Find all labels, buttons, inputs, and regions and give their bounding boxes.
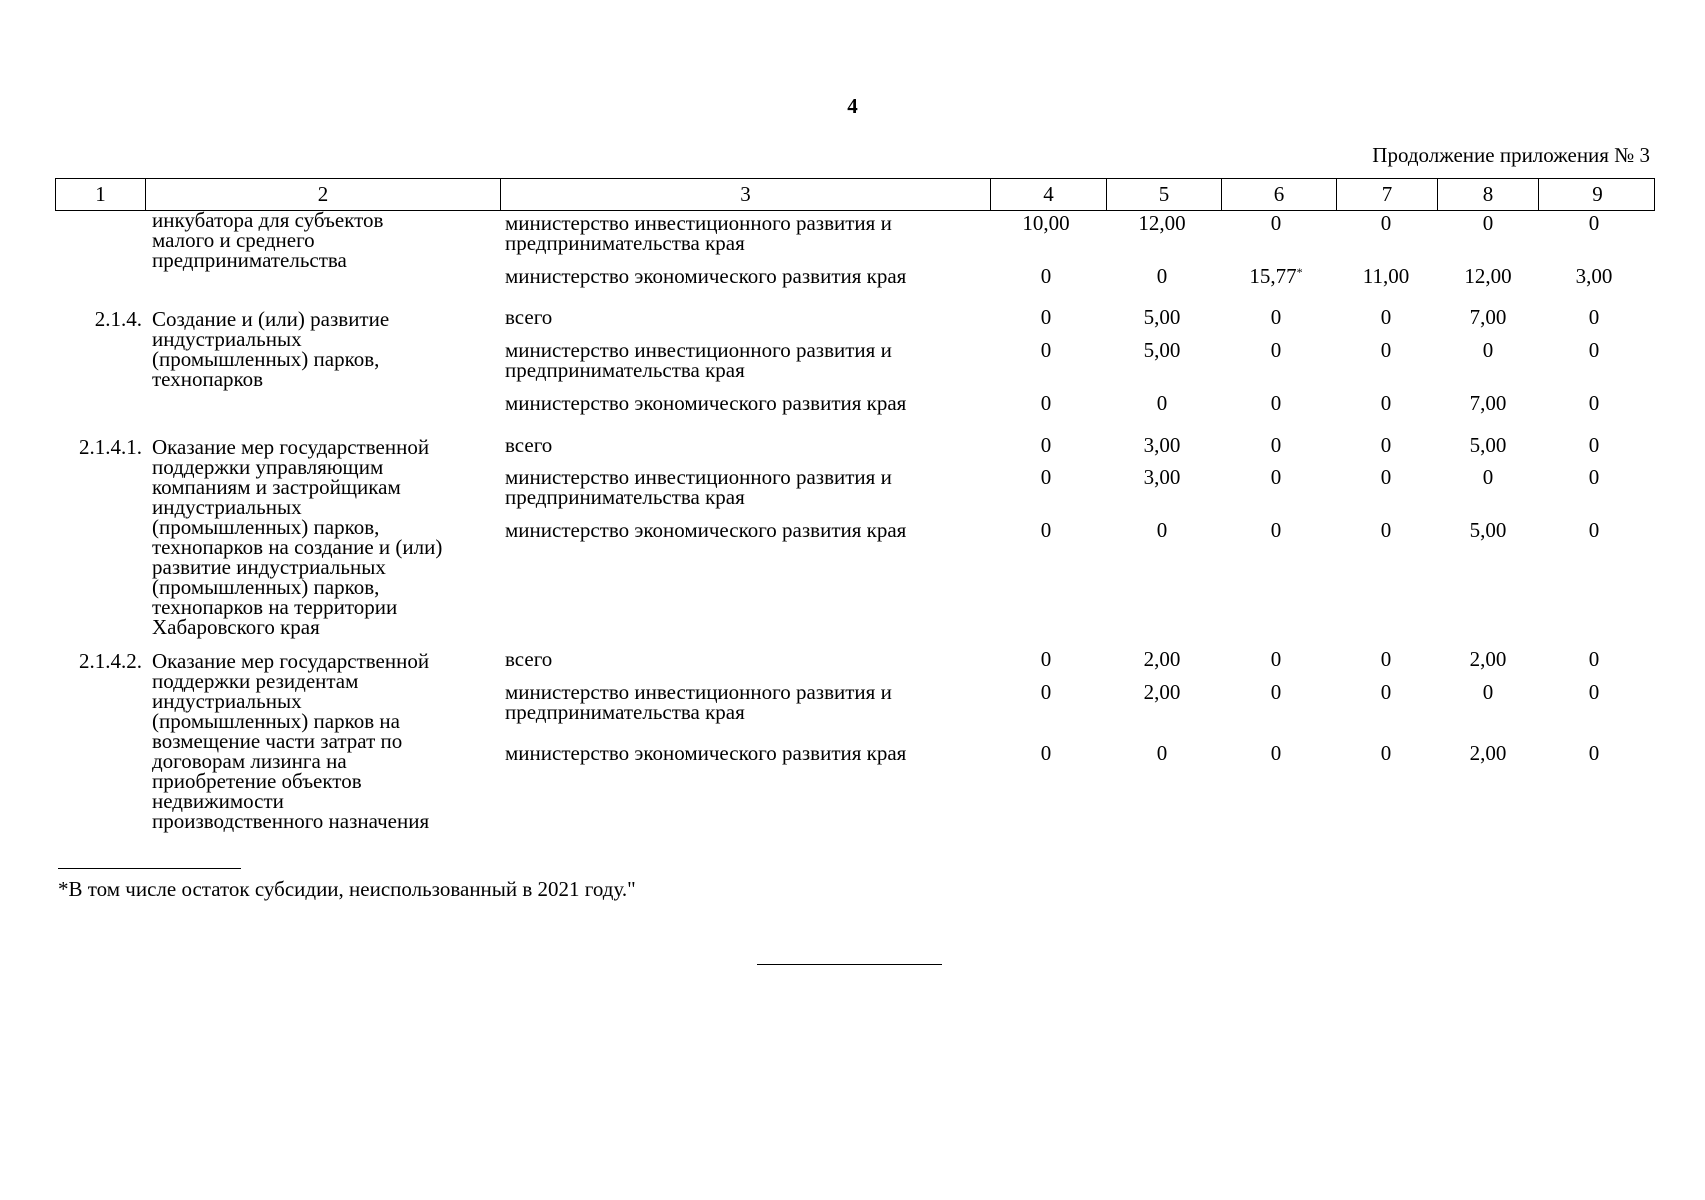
value-cell: 0 <box>1040 741 1052 765</box>
item-name-line: инкубатора для субъектов <box>152 208 384 232</box>
header-col-8: 8 <box>1438 179 1539 210</box>
header-col-6: 6 <box>1222 179 1337 210</box>
value-cell: 0 <box>1040 647 1052 671</box>
executor-line: предпринимательства края <box>505 485 745 509</box>
value-cell: 0 <box>1270 433 1282 457</box>
value-cell: 0 <box>1270 465 1282 489</box>
executor-line: предпринимательства края <box>505 231 745 255</box>
header-col-4: 4 <box>991 179 1107 210</box>
value-cell: 0 <box>1588 211 1600 235</box>
value-cell: 0 <box>1270 338 1282 362</box>
value-cell: 0 <box>1380 391 1392 415</box>
item-name-line: договорам лизинга на <box>152 749 347 773</box>
value-cell: 0 <box>1380 305 1392 329</box>
value-cell: 3,00 <box>1575 264 1613 288</box>
value-cell: 5,00 <box>1143 305 1181 329</box>
executor-line: министерство экономического развития края <box>505 741 907 765</box>
item-name-line: производственного назначения <box>152 809 430 833</box>
value-cell: 0 <box>1270 305 1282 329</box>
value-cell: 0 <box>1380 465 1392 489</box>
value-cell: 7,00 <box>1469 391 1507 415</box>
header-col-1: 1 <box>56 179 146 210</box>
executor-line: предпринимательства края <box>505 700 745 724</box>
item-name-line: Создание и (или) развитие <box>152 307 390 331</box>
executor-line: всего <box>505 647 553 671</box>
executor-line: министерство инвестиционного развития и <box>505 465 892 489</box>
executor-line: министерство инвестиционного развития и <box>505 211 892 235</box>
header-col-9: 9 <box>1592 182 1603 206</box>
footnote-separator <box>58 868 241 869</box>
value-cell: 5,00 <box>1143 338 1181 362</box>
value-cell: 0 <box>1270 211 1282 235</box>
value-cell: 2,00 <box>1143 680 1181 704</box>
item-name-line: развитие индустриальных <box>152 555 386 579</box>
item-name-line: предпринимательства <box>152 248 347 272</box>
value-cell: 0 <box>1588 433 1600 457</box>
value-cell: 0 <box>1040 305 1052 329</box>
item-name-line: малого и среднего <box>152 228 315 252</box>
item-name-line: возмещение части затрат по <box>152 729 403 753</box>
value-cell: 0 <box>1270 680 1282 704</box>
value-cell: 0 <box>1380 680 1392 704</box>
value-cell: 0 <box>1156 391 1168 415</box>
item-name-line: индустриальных <box>152 689 302 713</box>
executor-line: всего <box>505 305 553 329</box>
value-cell: 0 <box>1380 433 1392 457</box>
value-cell: 0 <box>1588 465 1600 489</box>
header-col-3: 3 <box>501 179 991 210</box>
value-cell: 0 <box>1588 305 1600 329</box>
value-cell: 0 <box>1380 647 1392 671</box>
executor-line: предпринимательства края <box>505 358 745 382</box>
value-cell: 0 <box>1156 264 1168 288</box>
value-cell: 10,00 <box>1022 211 1070 235</box>
value-cell: 0 <box>1588 391 1600 415</box>
item-name-line: Оказание мер государственной <box>152 435 430 459</box>
end-rule <box>757 964 942 965</box>
value-cell: 15,77* <box>1249 264 1303 288</box>
item-name-line: технопарков на территории <box>152 595 398 619</box>
footnote: *В том числе остаток субсидии, неиспользованный в 2021 году." <box>58 877 636 901</box>
item-name-line: недвижимости <box>152 789 284 813</box>
item-name-line: поддержки управляющим <box>152 455 384 479</box>
item-name-line: компаниям и застройщикам <box>152 475 401 499</box>
value-cell: 0 <box>1040 391 1052 415</box>
page-number: 4 <box>847 94 858 118</box>
value-cell: 7,00 <box>1469 305 1507 329</box>
item-number: 2.1.4.2. <box>79 649 142 673</box>
value-cell: 0 <box>1270 391 1282 415</box>
value-cell: 11,00 <box>1362 264 1410 288</box>
header-col-7: 7 <box>1337 179 1438 210</box>
value-cell: 2,00 <box>1469 741 1507 765</box>
item-name-line: индустриальных <box>152 495 302 519</box>
value-cell: 3,00 <box>1143 465 1181 489</box>
item-name-line: (промышленных) парков, <box>152 515 380 539</box>
item-name-line: приобретение объектов <box>152 769 362 793</box>
header-col-5: 5 <box>1107 179 1222 210</box>
table-header <box>55 178 1655 211</box>
value-cell: 12,00 <box>1464 264 1512 288</box>
value-cell: 2,00 <box>1143 647 1181 671</box>
value-cell: 0 <box>1040 433 1052 457</box>
value-cell: 0 <box>1380 741 1392 765</box>
executor-line: министерство инвестиционного развития и <box>505 338 892 362</box>
value-cell: 0 <box>1040 465 1052 489</box>
value-cell: 3,00 <box>1143 433 1181 457</box>
item-name-line: технопарков на создание и (или) <box>152 535 443 559</box>
value-cell: 0 <box>1156 518 1168 542</box>
executor-line: министерство экономического развития края <box>505 391 907 415</box>
item-number: 2.1.4. <box>94 307 142 331</box>
item-number: 2.1.4.1. <box>79 435 142 459</box>
value-cell: 0 <box>1482 680 1494 704</box>
item-name-line: Хабаровского края <box>152 615 320 639</box>
item-name-line: (промышленных) парков на <box>152 709 400 733</box>
executor-line: всего <box>505 433 553 457</box>
value-cell: 5,00 <box>1469 518 1507 542</box>
value-cell: 0 <box>1482 465 1494 489</box>
value-cell: 0 <box>1270 741 1282 765</box>
value-cell: 0 <box>1040 264 1052 288</box>
value-cell: 0 <box>1482 211 1494 235</box>
executor-line: министерство экономического развития края <box>505 518 907 542</box>
value-cell: 0 <box>1380 211 1392 235</box>
header-col-2: 2 <box>146 179 501 210</box>
item-name-line: (промышленных) парков, <box>152 575 380 599</box>
value-cell: 0 <box>1040 680 1052 704</box>
item-name-line: индустриальных <box>152 327 302 351</box>
item-name-line: поддержки резидентам <box>152 669 359 693</box>
value-cell: 0 <box>1156 741 1168 765</box>
value-cell: 0 <box>1588 647 1600 671</box>
item-name-line: технопарков <box>152 367 264 391</box>
value-cell: 0 <box>1588 338 1600 362</box>
continuation-label: Продолжение приложения № 3 <box>1372 143 1650 167</box>
value-cell: 0 <box>1270 518 1282 542</box>
value-cell: 0 <box>1588 518 1600 542</box>
value-cell: 12,00 <box>1138 211 1186 235</box>
value-cell: 2,00 <box>1469 647 1507 671</box>
item-name-line: (промышленных) парков, <box>152 347 380 371</box>
value-cell: 0 <box>1040 338 1052 362</box>
value-cell: 0 <box>1588 741 1600 765</box>
executor-line: министерство экономического развития края <box>505 264 907 288</box>
value-cell: 0 <box>1482 338 1494 362</box>
value-cell: 5,00 <box>1469 433 1507 457</box>
value-cell: 0 <box>1040 518 1052 542</box>
executor-line: министерство инвестиционного развития и <box>505 680 892 704</box>
item-name-line: Оказание мер государственной <box>152 649 430 673</box>
value-cell: 0 <box>1380 518 1392 542</box>
value-cell: 0 <box>1270 647 1282 671</box>
value-cell: 0 <box>1588 680 1600 704</box>
value-cell: 0 <box>1380 338 1392 362</box>
footnote-marker: * <box>1296 265 1303 279</box>
